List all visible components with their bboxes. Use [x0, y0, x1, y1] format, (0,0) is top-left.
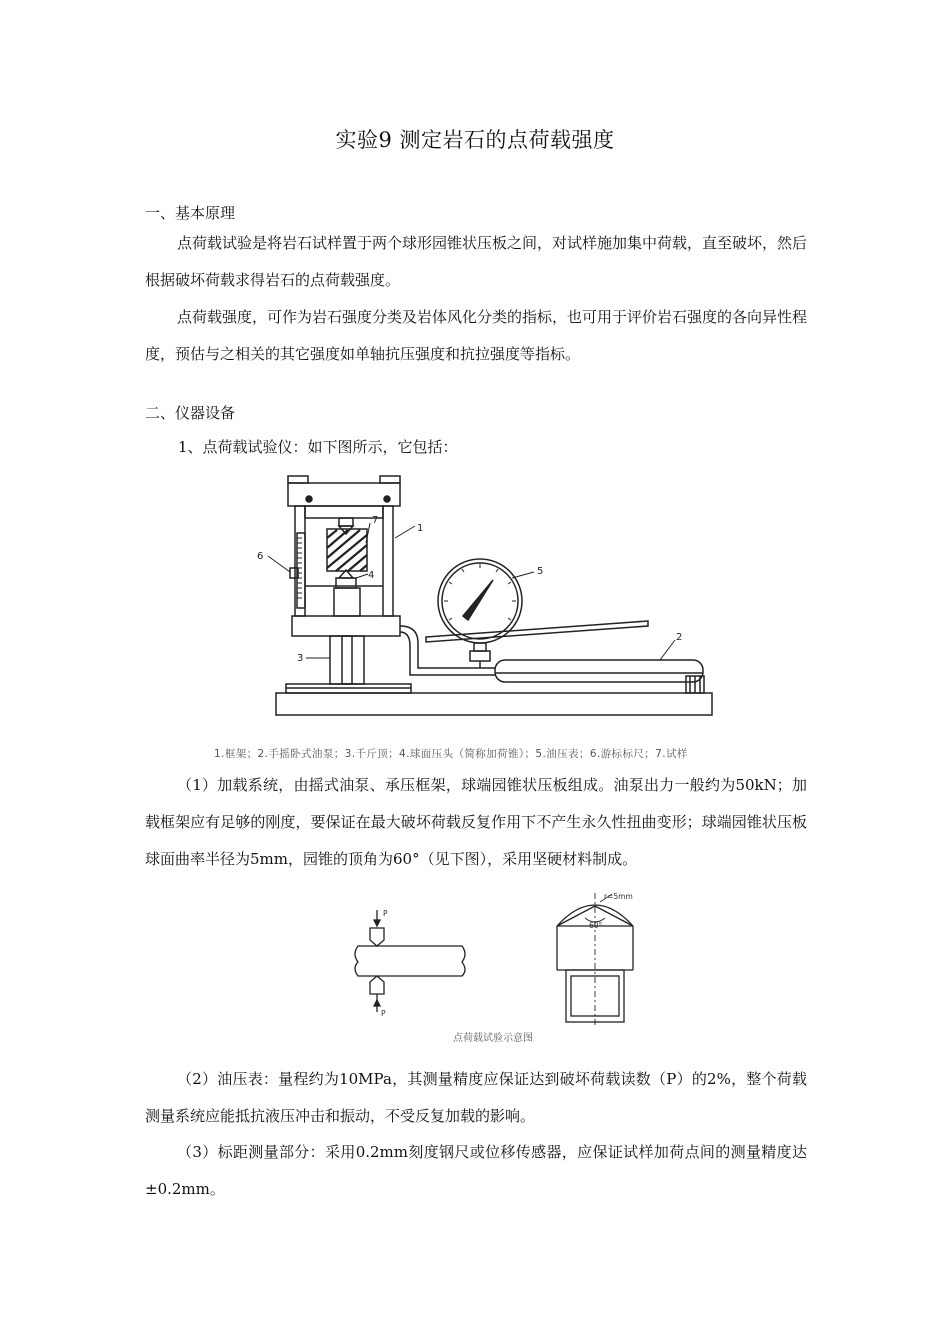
p-label-bottom: P [381, 1009, 386, 1018]
paragraph-principle-2: 点荷载强度，可作为岩石强度分类及岩体风化分类的指标，也可用于评价岩石强度的各向异性程度，预估与之相关的其它强度如单轴抗压强度和抗拉强度等指标。 [145, 308, 808, 363]
section-heading-principle: 一、基本原理 [145, 204, 236, 222]
equipment-item-1: 1、点荷载试验仪：如下图所示，它包括： [178, 438, 458, 456]
schematic-caption: 点荷载试验示意图 [453, 1033, 533, 1044]
angle-label: 60° [589, 921, 603, 930]
schematic-figure [340, 888, 660, 1028]
paragraph-principle-1: 点荷载试验是将岩石试样置于两个球形园锥状压板之间，对试样施加集中荷载，直至破坏，然后根据破坏荷载求得岩石的点荷载强度。 [145, 234, 808, 289]
paragraph-loading-system: （1）加载系统，由摇式油泵、承压框架，球端园锥状压板组成。油泵出力一般约为50kN；加载框架应有足够的刚度，要保证在最大破坏荷载反复作用下不产生永久性扭曲变形；球端园锥状压板球面曲率半径为5mm，园锥的顶角为60°（见下图），采用坚硬材料制成。 [145, 776, 807, 868]
label-2: 2 [676, 632, 683, 643]
apparatus-figure [250, 468, 720, 723]
label-7: 7 [372, 515, 379, 526]
label-4: 4 [368, 570, 375, 581]
radius-label: r=5mm [604, 892, 633, 901]
paragraph-gauge-length: （3）标距测量部分：采用0.2mm刻度钢尺或位移传感器，应保证试样加荷点间的测量精度达±0.2mm。 [145, 1143, 807, 1198]
page-title: 实验9 测定岩石的点荷载强度 [335, 128, 615, 152]
label-1: 1 [417, 523, 424, 534]
p-label-top: P [383, 909, 388, 918]
label-3: 3 [297, 653, 304, 664]
section-heading-equipment: 二、仪器设备 [145, 404, 236, 422]
apparatus-caption: 1.框架；2.手摇卧式油泵；3.千斤顶；4.球面压头（简称加荷锥）；5.油压表；6.游标标尺；7.试样 [214, 748, 688, 760]
paragraph-oil-gauge: （2）油压表：量程约为10MPa，其测量精度应保证达到破坏荷载读数（P）的2%，整个荷载测量系统应能抵抗液压冲击和振动，不受反复加载的影响。 [145, 1070, 807, 1125]
label-5: 5 [537, 566, 544, 577]
label-6: 6 [257, 551, 264, 562]
